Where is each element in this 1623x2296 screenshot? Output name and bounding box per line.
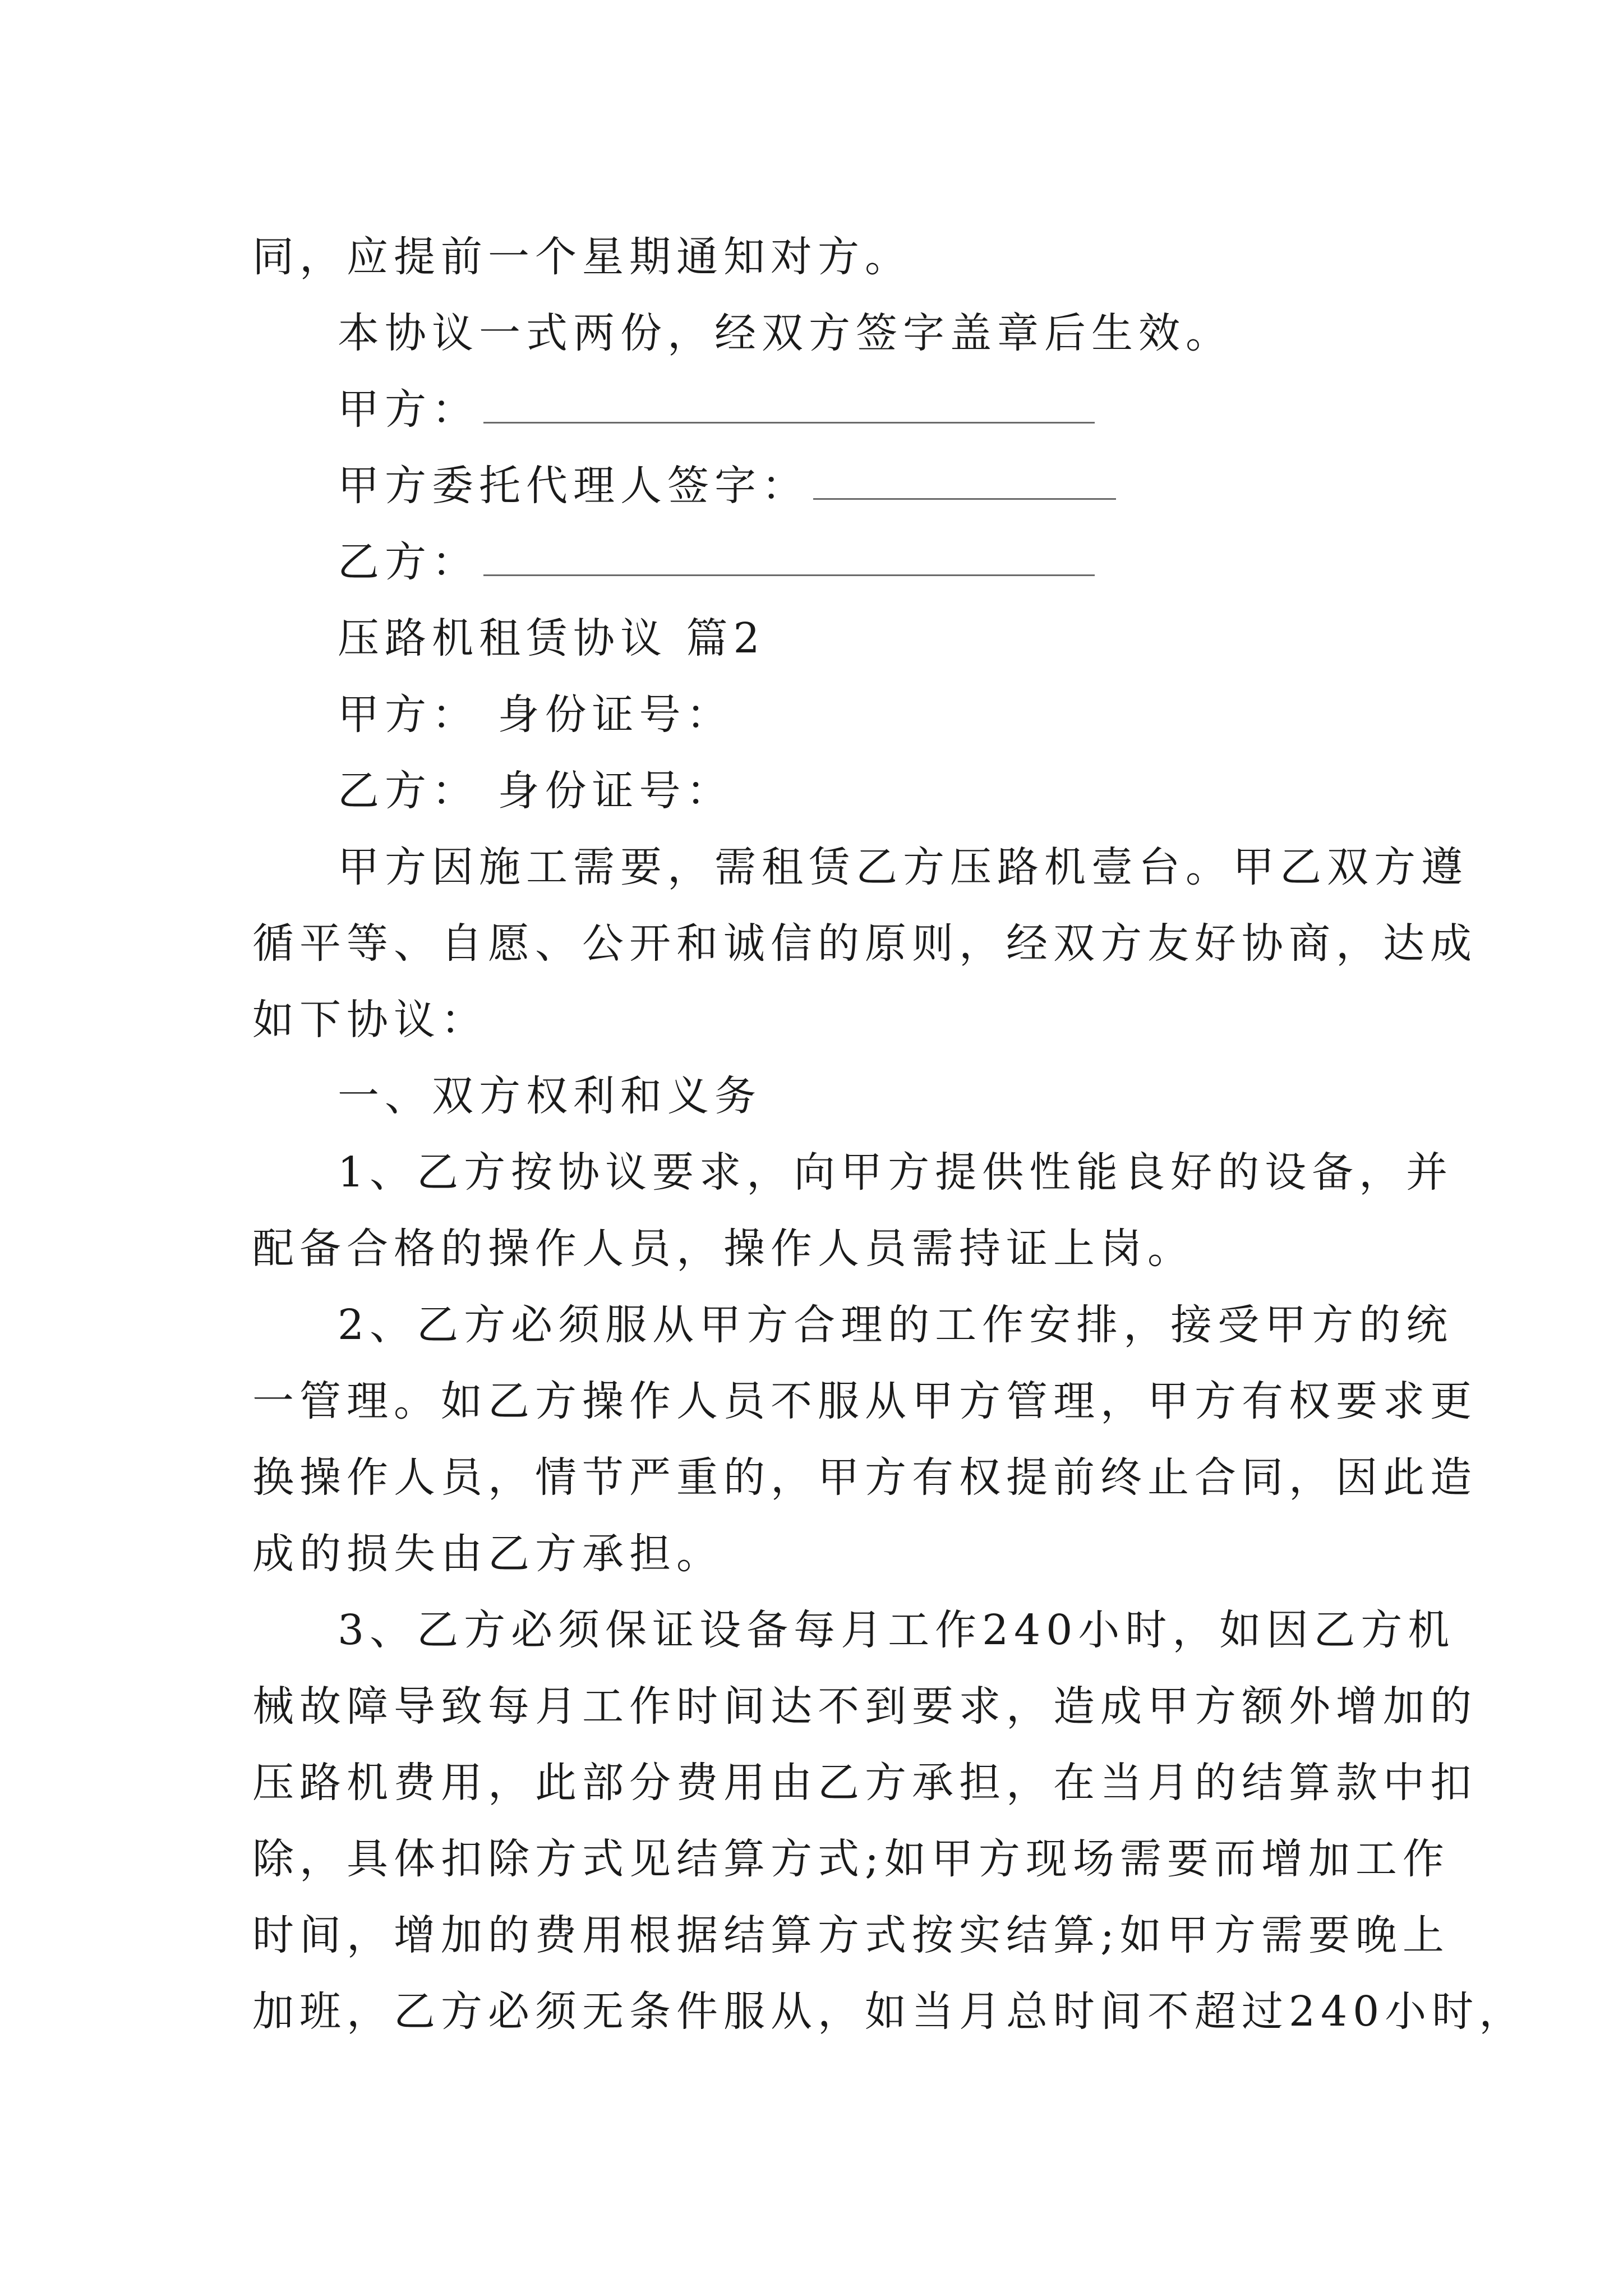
signature-line-party-a xyxy=(252,371,1385,448)
text-line: 械故障导致每月工作时间达不到要求，造成甲方额外增加的 xyxy=(252,1682,1477,1731)
text-line: 3、乙方必须保证设备每月工作240小时，如因乙方机 xyxy=(338,1606,1455,1654)
section-heading: 压路机租赁协议 篇2 xyxy=(338,614,766,662)
signature-label: 甲方委托代理人签字： xyxy=(338,462,809,510)
signature-blank xyxy=(813,461,1116,500)
text-line: 2、乙方必须服从甲方合理的工作安排，接受甲方的统 xyxy=(338,1301,1454,1349)
signature-line-agent xyxy=(252,448,1385,524)
text-line: 如下协议： xyxy=(252,996,488,1044)
text-line: 一管理。如乙方操作人员不服从甲方管理，甲方有权要求更 xyxy=(252,1377,1477,1425)
text-line: 压路机费用，此部分费用由乙方承担，在当月的结算款中扣 xyxy=(252,1759,1477,1807)
text-line: 除，具体扣除方式见结算方式;如甲方现场需要而增加工作 xyxy=(252,1835,1450,1883)
text-line: 同，应提前一个星期通知对方。 xyxy=(252,233,912,281)
signature-label: 乙方： xyxy=(338,538,479,586)
document-body xyxy=(252,219,1527,2050)
text-line: 配备合格的操作人员，操作人员需持证上岗。 xyxy=(252,1225,1195,1273)
signature-blank xyxy=(483,537,1095,576)
text-line: 加班，乙方必须无条件服从，如当月总时间不超过240小时， xyxy=(252,1987,1527,2036)
text-line: 甲方因施工需要，需租赁乙方压路机壹台。甲乙双方遵 xyxy=(338,843,1468,891)
signature-blank xyxy=(483,385,1095,424)
text-line: 本协议一式两份，经双方签字盖章后生效。 xyxy=(338,309,1233,357)
text-line: 乙方： 身份证号： xyxy=(338,767,734,815)
text-line: 时间，增加的费用根据结算方式按实结算;如甲方需要晚上 xyxy=(252,1911,1450,1959)
text-line: 循平等、自愿、公开和诚信的原则，经双方友好协商，达成 xyxy=(252,919,1477,968)
clause-heading: 一、双方权利和义务 xyxy=(338,1072,762,1120)
text-line: 换操作人员，情节严重的，甲方有权提前终止合同，因此造 xyxy=(252,1453,1477,1502)
text-line: 甲方： 身份证号： xyxy=(338,691,734,739)
text-line: 成的损失由乙方承担。 xyxy=(252,1530,723,1578)
text-line: 1、乙方按协议要求，向甲方提供性能良好的设备，并 xyxy=(338,1148,1454,1197)
signature-label: 甲方： xyxy=(338,385,479,434)
signature-line-party-b xyxy=(252,524,1385,600)
